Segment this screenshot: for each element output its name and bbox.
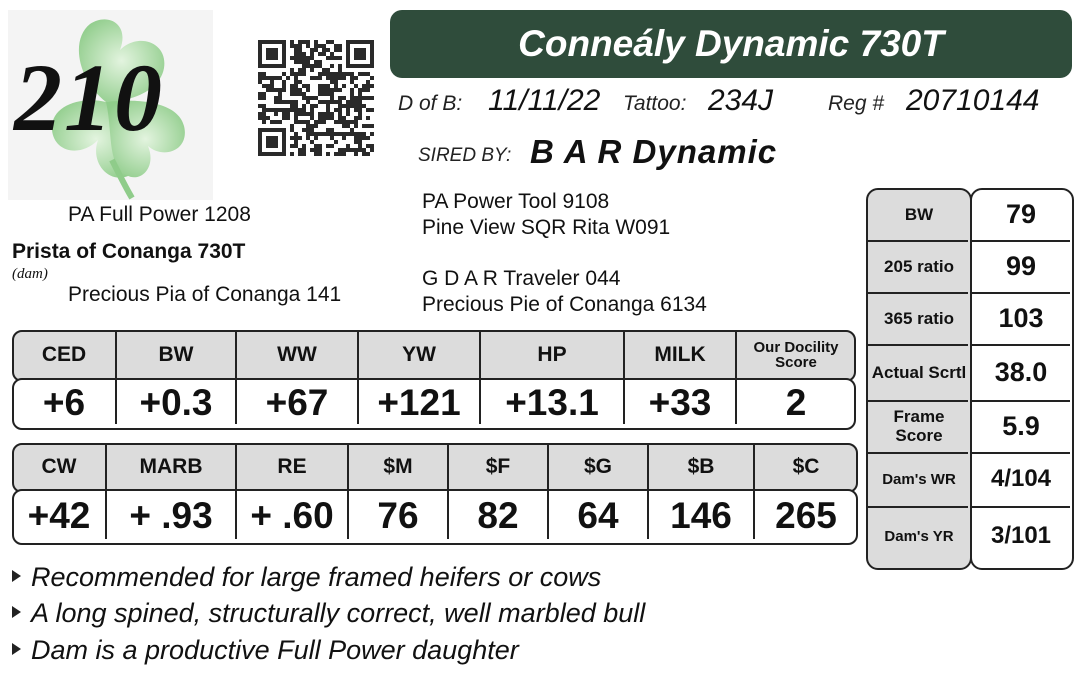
performance-value: 5.9 [1002, 410, 1040, 441]
epd-value-cell: 82 [477, 495, 519, 536]
epd-value-cell: +67 [265, 382, 329, 423]
epd-value-cell: +0.3 [139, 382, 213, 423]
performance-label: Frame Score [893, 407, 945, 445]
performance-value: 38.0 [994, 356, 1048, 387]
title-banner [390, 10, 1072, 78]
performance-label: 205 ratio [884, 256, 954, 276]
performance-value: 99 [1005, 250, 1037, 281]
epd-header-cell: BW [158, 343, 194, 366]
epd-table-2 [12, 443, 858, 545]
pedigree-sire-sire: PA Power Tool 9108 [422, 190, 610, 213]
epd-value-cell: 146 [670, 495, 732, 536]
pedigree-dam-sire-dam: Precious Pie of Conanga 6134 [422, 293, 707, 316]
performance-value: 79 [1005, 198, 1037, 229]
epd-table-1 [12, 330, 856, 430]
note-text: Recommended for large framed heifers or cows [31, 562, 602, 592]
sire-label: SIRED BY: [418, 145, 512, 166]
pedigree-sire-dam: Pine View SQR Rita W091 [422, 216, 671, 239]
epd-header-cell: MILK [654, 343, 706, 366]
performance-panel [866, 188, 1072, 568]
epd-value-cell: +6 [42, 382, 86, 423]
pedigree-dam: Prista of Conanga 730T [12, 240, 246, 263]
tattoo-value: 234J [708, 84, 774, 117]
pedigree-dam-sire: PA Full Power 1208 [68, 203, 251, 226]
epd-value-cell: 2 [785, 382, 807, 423]
epd-header-cell: CW [41, 455, 77, 478]
performance-value: 103 [998, 302, 1044, 333]
qr-code[interactable] [258, 40, 374, 156]
epd-header-cell: $M [383, 455, 413, 478]
epd-header-cell: $B [687, 455, 715, 478]
performance-value: 3/101 [990, 522, 1052, 549]
sire-name: B A R Dynamic [530, 133, 778, 170]
tattoo-label: Tattoo: [623, 92, 687, 115]
pedigree-dam-sire-sire: G D A R Traveler 044 [422, 267, 621, 290]
epd-header-cell: RE [277, 455, 307, 478]
bullet-triangle-icon [12, 606, 21, 618]
epd-header-cell: CED [41, 343, 87, 366]
bull-name: Conneály Dynamic 730T [518, 23, 944, 64]
epd-value-cell: 64 [577, 495, 619, 536]
epd-value-cell: 76 [377, 495, 419, 536]
bullet-triangle-icon [12, 570, 21, 582]
pedigree-dam-dam: Precious Pia of Conanga 141 [68, 283, 342, 306]
epd-header-cell: YW [402, 343, 436, 366]
epd-header-cell: MARB [139, 455, 203, 478]
note-item [12, 598, 645, 629]
epd-value-cell: +42 [27, 495, 91, 536]
performance-label: 365 ratio [884, 308, 954, 328]
epd-header-cell: $G [583, 455, 612, 478]
performance-label: Dam's WR [882, 470, 956, 488]
bullet-triangle-icon [12, 643, 21, 655]
note-item [12, 635, 519, 666]
epd-value-cell: + .60 [250, 495, 334, 536]
performance-value: 4/104 [990, 465, 1052, 492]
note-text: A long spined, structurally correct, well marbled bull [31, 598, 646, 628]
performance-label: BW [904, 204, 934, 224]
epd-value-cell: +33 [648, 382, 712, 423]
note-item [12, 562, 601, 593]
epd-value-cell: +121 [377, 382, 461, 423]
epd-header-cell: $C [792, 455, 820, 478]
epd-header-cell: $F [485, 455, 511, 478]
epd-header-cell: WW [277, 343, 317, 366]
performance-label: Actual Scrtl [871, 362, 967, 382]
epd-header-cell: Our Docility Score [753, 339, 839, 371]
dob-value: 11/11/22 [488, 84, 601, 117]
reg-label: Reg # [828, 92, 885, 115]
epd-value-cell: + .93 [129, 495, 213, 536]
dam-label: (dam) [12, 266, 48, 282]
note-text: Dam is a productive Full Power daughter [31, 635, 519, 665]
dob-label: D of B: [398, 92, 463, 115]
performance-label: Dam's YR [884, 527, 954, 545]
reg-value: 20710144 [906, 84, 1040, 117]
lot-number: 210 [14, 44, 164, 151]
epd-value-cell: +13.1 [505, 382, 599, 423]
epd-header-cell: HP [537, 343, 567, 366]
epd-value-cell: 265 [775, 495, 837, 536]
